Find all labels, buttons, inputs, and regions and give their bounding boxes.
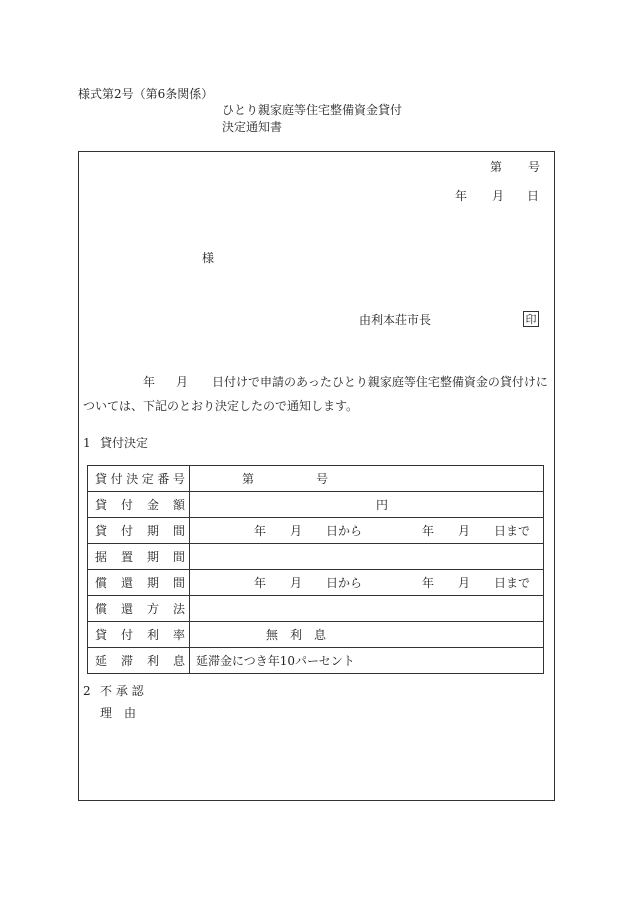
table-row-loan-amount bbox=[88, 492, 544, 518]
section1-number: 1 bbox=[83, 436, 91, 450]
table-row-repayment-method bbox=[88, 596, 544, 622]
section1-heading: 貸付決定 bbox=[100, 436, 149, 450]
loan-decision-table bbox=[87, 465, 544, 674]
table-row-decision-number bbox=[88, 466, 544, 492]
table-row-grace-period bbox=[88, 544, 544, 570]
row-value bbox=[190, 596, 544, 622]
intro-month: 月 bbox=[176, 375, 189, 389]
doc-number-go: 号 bbox=[528, 160, 541, 174]
reason-label: 理 由 bbox=[100, 706, 137, 720]
form-number: 様式第2号（第6条関係） bbox=[78, 87, 214, 101]
date-day: 日 bbox=[527, 189, 540, 203]
section2-heading: 不 承 認 bbox=[100, 684, 144, 698]
row-label: 貸 付 金 額 bbox=[88, 492, 190, 518]
seal-stamp: 印 bbox=[523, 311, 539, 327]
table-row-late-interest bbox=[88, 648, 544, 674]
date-month: 月 bbox=[492, 189, 505, 203]
intro-year: 年 bbox=[143, 375, 156, 389]
document-title-line1: ひとり親家庭等住宅整備資金貸付 bbox=[222, 103, 403, 117]
row-label: 償 還 期 間 bbox=[88, 570, 190, 596]
row-label: 償 還 方 法 bbox=[88, 596, 190, 622]
doc-number-dai: 第 bbox=[490, 160, 503, 174]
row-value bbox=[190, 544, 544, 570]
intro-line1: 日付けで申請のあったひとり親家庭等住宅整備資金の貸付けに bbox=[212, 375, 548, 389]
row-label: 据 置 期 間 bbox=[88, 544, 190, 570]
row-value: 円 bbox=[190, 492, 544, 518]
table-row-repayment-period bbox=[88, 570, 544, 596]
section2-number: 2 bbox=[83, 684, 91, 698]
row-value: 年 月 日から 年 月 日まで bbox=[190, 570, 544, 596]
row-label: 貸 付 期 間 bbox=[88, 518, 190, 544]
row-value: 第 号 bbox=[190, 466, 544, 492]
intro-line2: ついては、下記のとおり決定したので通知します。 bbox=[83, 399, 359, 413]
row-value: 年 月 日から 年 月 日まで bbox=[190, 518, 544, 544]
row-value: 無 利 息 bbox=[190, 622, 544, 648]
issuer-name: 由利本荘市長 bbox=[359, 313, 432, 327]
addressee-suffix: 様 bbox=[202, 251, 215, 265]
row-label: 貸 付 利 率 bbox=[88, 622, 190, 648]
row-label: 貸 付 決 定 番 号 bbox=[88, 466, 190, 492]
date-year: 年 bbox=[455, 189, 468, 203]
table-row-loan-period bbox=[88, 518, 544, 544]
document-title-line2: 決定通知書 bbox=[222, 120, 283, 134]
row-value: 延滞金につき年10パーセント bbox=[190, 648, 544, 674]
table-row-interest-rate bbox=[88, 622, 544, 648]
row-label: 延 滞 利 息 bbox=[88, 648, 190, 674]
